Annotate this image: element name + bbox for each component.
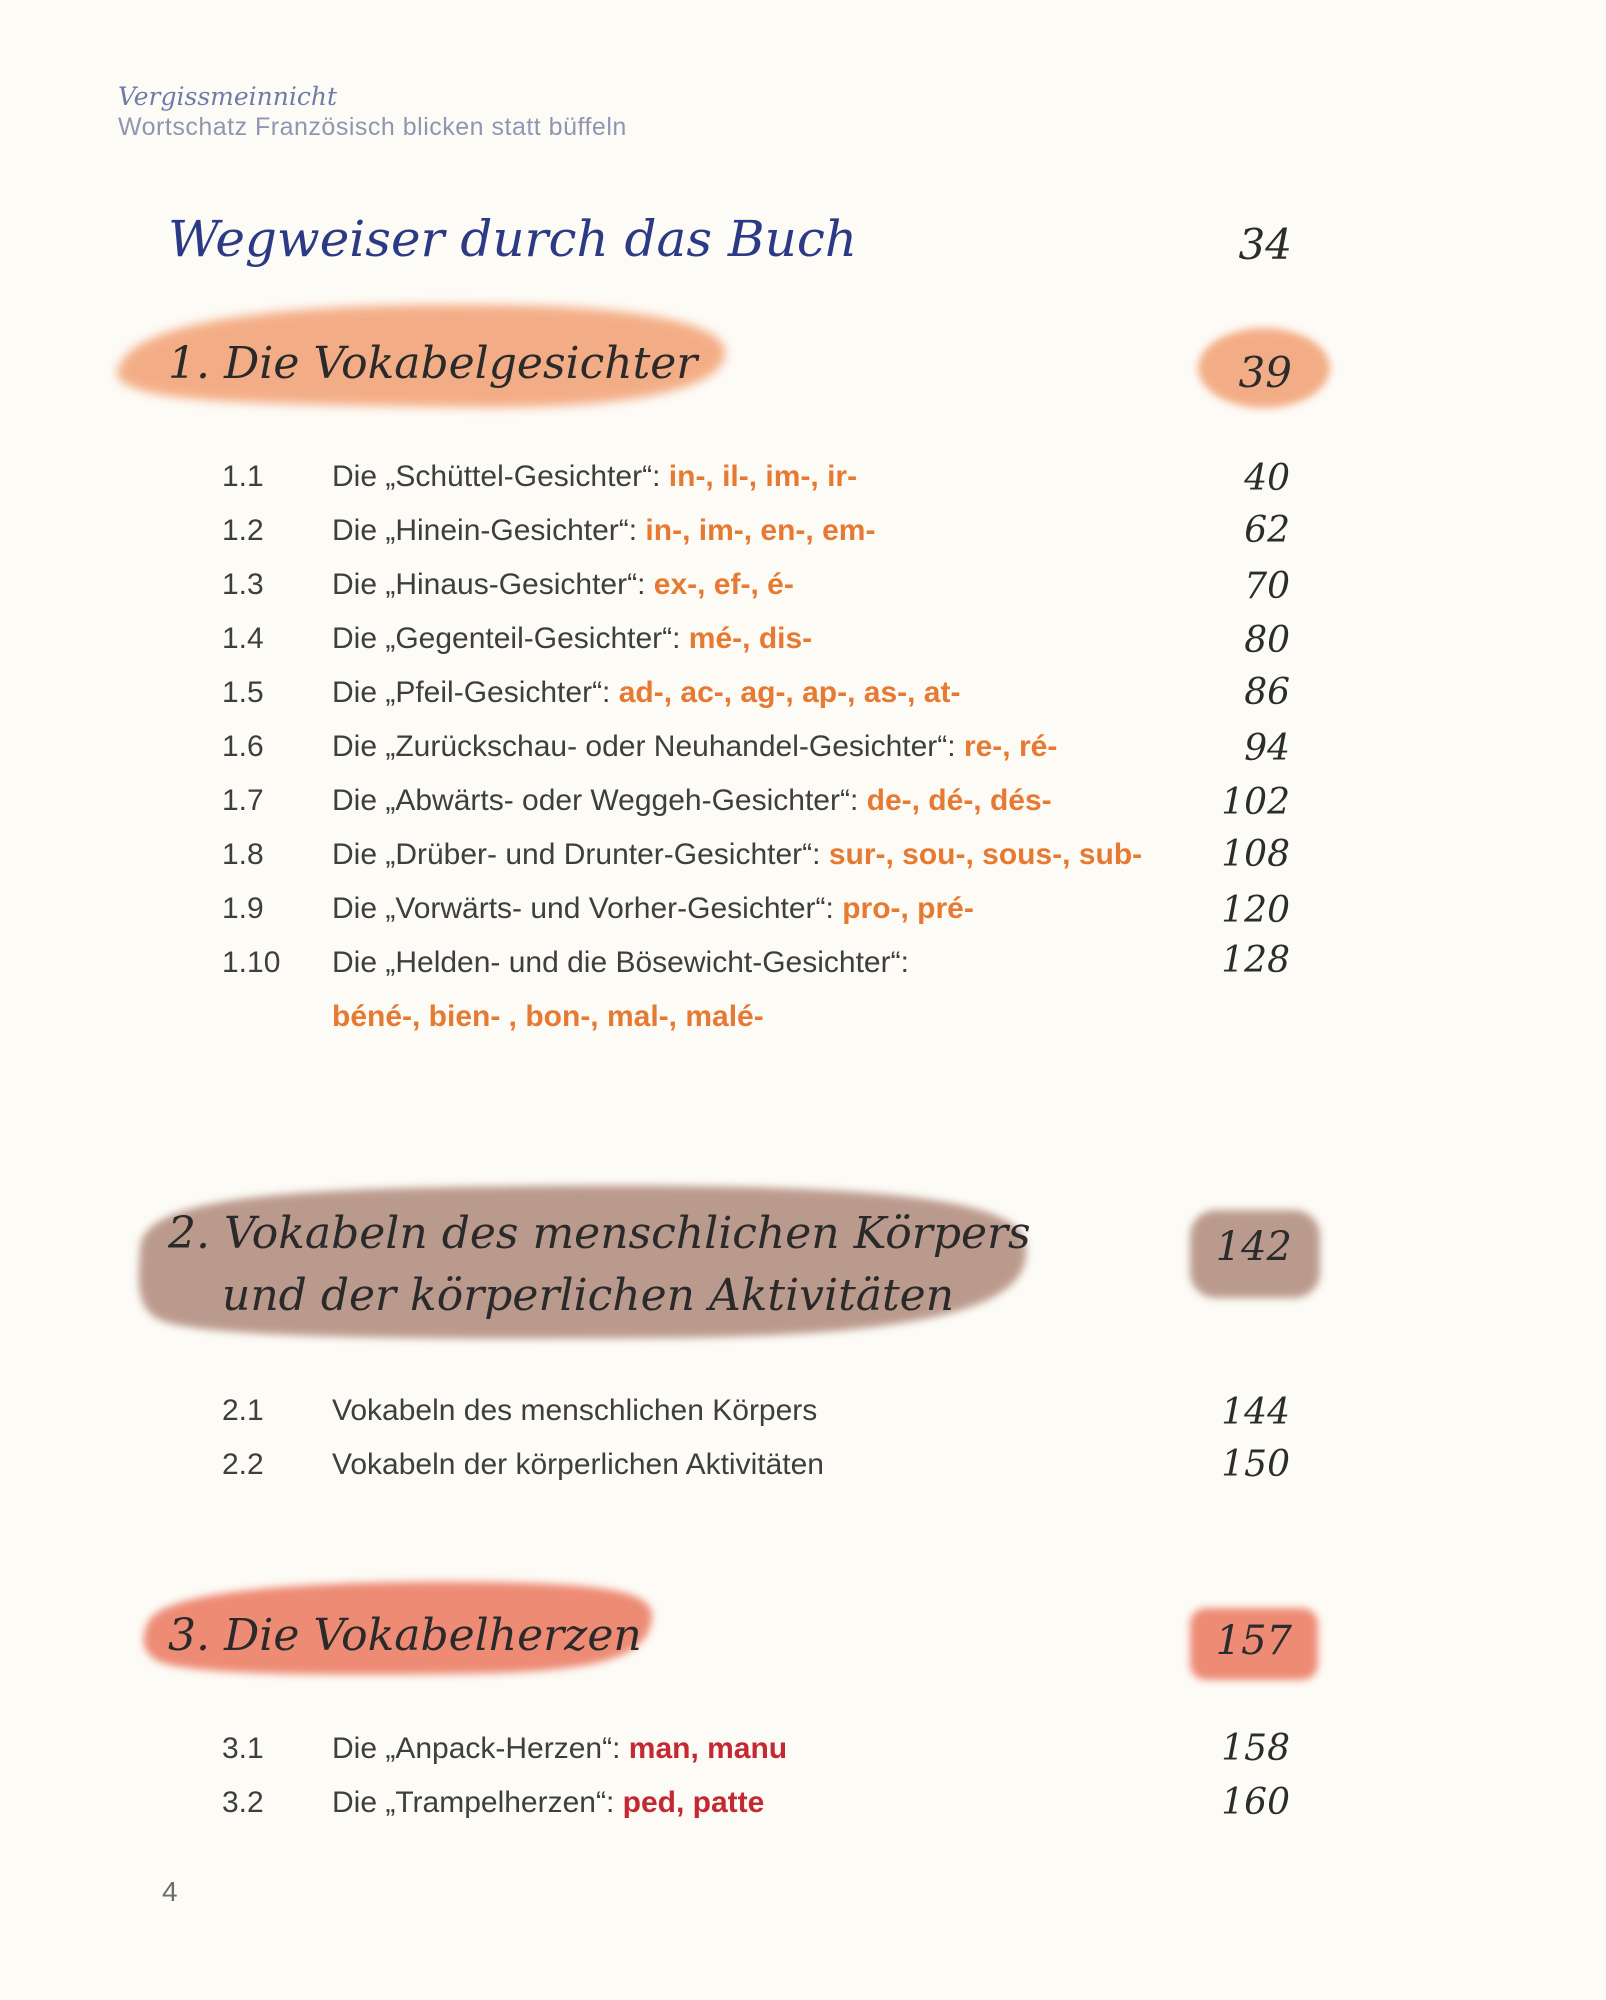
entry-highlight: re-, ré- (963, 730, 1058, 763)
toc-entry (222, 946, 909, 980)
toc-entry (222, 514, 875, 548)
entry-number: 1.1 (222, 460, 264, 493)
entry-highlight: in-, im-, en-, em- (645, 514, 876, 547)
entry-number: 1.7 (222, 784, 264, 817)
toc-entry (222, 730, 1057, 764)
entry-text: Die „Zurückschau- oder Neuhandel-Gesichter“: (332, 730, 964, 763)
entry-highlight: in-, il-, im-, ir- (668, 460, 858, 493)
entry-text: Die „Hinein-Gesichter“: (332, 514, 646, 547)
entry-highlight: pro-, pré- (842, 892, 974, 925)
entry-page: 102 (1221, 782, 1290, 823)
entry-page: 160 (1221, 1782, 1290, 1823)
entry-highlight: ped, patte (622, 1786, 765, 1819)
toc-entry (222, 1732, 787, 1766)
entry-number: 3.1 (222, 1732, 264, 1765)
toc-entry (222, 838, 1142, 872)
running-header (118, 82, 627, 142)
entry-text: Die „Hinaus-Gesichter“: (332, 568, 654, 601)
toc-entry (222, 676, 960, 710)
entry-number: 3.2 (222, 1786, 264, 1819)
entry-highlight: de-, dé-, dés- (866, 784, 1052, 817)
entry-text: Die „Anpack-Herzen“: (332, 1732, 629, 1765)
entry-text: Die „Gegenteil-Gesichter“: (332, 622, 689, 655)
entry-page: 86 (1244, 672, 1290, 713)
entry-number: 1.9 (222, 892, 264, 925)
entry-number: 1.5 (222, 676, 264, 709)
entry-page: 158 (1221, 1728, 1290, 1769)
toc-entry (222, 1786, 764, 1820)
toc-entry (222, 568, 794, 602)
entry-page: 94 (1244, 728, 1290, 769)
entry-text: Die „Abwärts- oder Weggeh-Gesichter“: (332, 784, 867, 817)
entry-highlight: ad-, ac-, ag-, ap-, as-, at- (618, 676, 961, 709)
chapter-3-title: 3. Die Vokabelherzen (168, 1610, 642, 1661)
entry-page: 144 (1221, 1392, 1290, 1433)
entry-page: 70 (1244, 566, 1290, 607)
chapter-2-title-line-2: und der körperlichen Aktivitäten (222, 1270, 955, 1321)
chapter-2-title-line-1: 2. Vokabeln des menschlichen Körpers (168, 1208, 1031, 1259)
entry-highlight: mé-, dis- (688, 622, 813, 655)
entry-number: 1.4 (222, 622, 264, 655)
entry-page: 128 (1221, 940, 1290, 981)
entry-text: Die „Pfeil-Gesichter“: (332, 676, 619, 709)
book-subtitle: Wortschatz Französisch blicken statt büffeln (118, 113, 627, 141)
entry-number: 1.2 (222, 514, 264, 547)
toc-entry (222, 892, 974, 926)
entry-text: Die „Trampelherzen“: (332, 1786, 623, 1819)
entry-text: Vokabeln des menschlichen Körpers (332, 1394, 818, 1427)
chapter-2-page: 142 (1215, 1224, 1292, 1270)
entry-number: 2.1 (222, 1394, 264, 1427)
toc-entry (222, 1448, 824, 1482)
guide-title: Wegweiser durch das Buch (168, 210, 858, 268)
toc-entry (222, 622, 812, 656)
entry-page: 120 (1221, 890, 1290, 931)
page-number: 4 (162, 1876, 178, 1907)
entry-text: Die „Vorwärts- und Vorher-Gesichter“: (332, 892, 843, 925)
entry-text: Die „Helden- und die Bösewicht-Gesichter“: (332, 946, 909, 979)
entry-page: 62 (1244, 510, 1290, 551)
chapter-1-title: 1. Die Vokabelgesichter (168, 338, 698, 389)
chapter-3-page: 157 (1215, 1618, 1292, 1664)
entry-highlight: man, manu (628, 1732, 788, 1765)
entry-page: 150 (1221, 1444, 1290, 1485)
entry-page: 108 (1221, 834, 1290, 875)
chapter-1-page: 39 (1238, 348, 1292, 397)
guide-page: 34 (1238, 220, 1292, 269)
chapter-2-brush-stroke (110, 1160, 1040, 1360)
entry-continuation-highlight: béné-, bien- , bon-, mal-, malé- (332, 1000, 764, 1033)
entry-number: 1.6 (222, 730, 264, 763)
entry-page: 80 (1244, 620, 1290, 661)
entry-text: Die „Schüttel-Gesichter“: (332, 460, 669, 493)
entry-text: Die „Drüber- und Drunter-Gesichter“: (332, 838, 829, 871)
book-title: Vergissmeinnicht (118, 82, 338, 111)
entry-page: 40 (1244, 458, 1290, 499)
entry-highlight: ex-, ef-, é- (653, 568, 794, 601)
entry-number: 1.8 (222, 838, 264, 871)
entry-highlight: sur-, sou-, sous-, sub- (828, 838, 1143, 871)
entry-number: 1.10 (222, 946, 281, 979)
entry-number: 1.3 (222, 568, 264, 601)
entry-text: Vokabeln der körperlichen Aktivitäten (332, 1448, 824, 1481)
toc-entry (222, 1394, 817, 1428)
toc-entry (222, 460, 857, 494)
entry-number: 2.2 (222, 1448, 264, 1481)
toc-entry (222, 784, 1052, 818)
